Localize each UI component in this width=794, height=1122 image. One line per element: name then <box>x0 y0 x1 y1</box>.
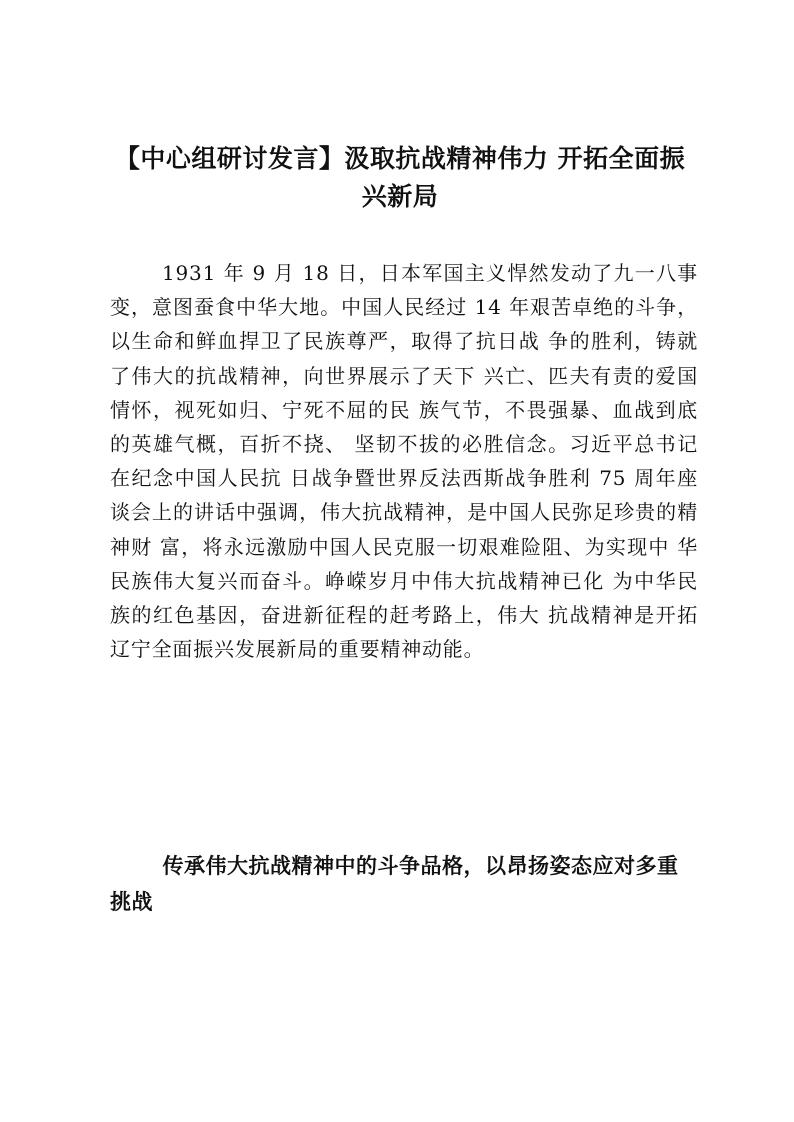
body-paragraph: 1931 年 9 月 18 日，日本军国主义悍然发动了九一八事变，意图蚕食中华大地。中国人民经过 14 年艰苦卓绝的斗争，以生命和鲜血捍卫了民族尊严，取得了抗日战 争的胜利，铸就了伟大的抗战精神，向世界展示了天下 兴亡、匹夫有责的爱国情怀，视死如归、宁死不屈的民 族气节，不畏强暴、血战到底的英雄气概，百折不挠、 坚韧不拔的必胜信念。习近平总书记在纪念中国人民抗 日战争暨世界反法西斯战争胜利 75 周年座谈会上的讲话中强调，伟大抗战精神，是中国人民弥足珍贵的精神财 富，将永远激励中国人民克服一切艰难险阻、为实现中 华民族伟大复兴而奋斗。峥嵘岁月中伟大抗战精神已化 为中华民族的红色基因，奋进新征程的赶考路上，伟大 抗战精神是开拓辽宁全面振兴发展新局的重要精神动能。 <box>110 261 698 662</box>
section-heading: 传承伟大抗战精神中的斗争品格，以昂扬姿态应对多重挑战 <box>110 854 679 914</box>
document-title: 【中心组研讨发言】汲取抗战精神伟力 开拓全面振兴新局 <box>114 144 686 211</box>
